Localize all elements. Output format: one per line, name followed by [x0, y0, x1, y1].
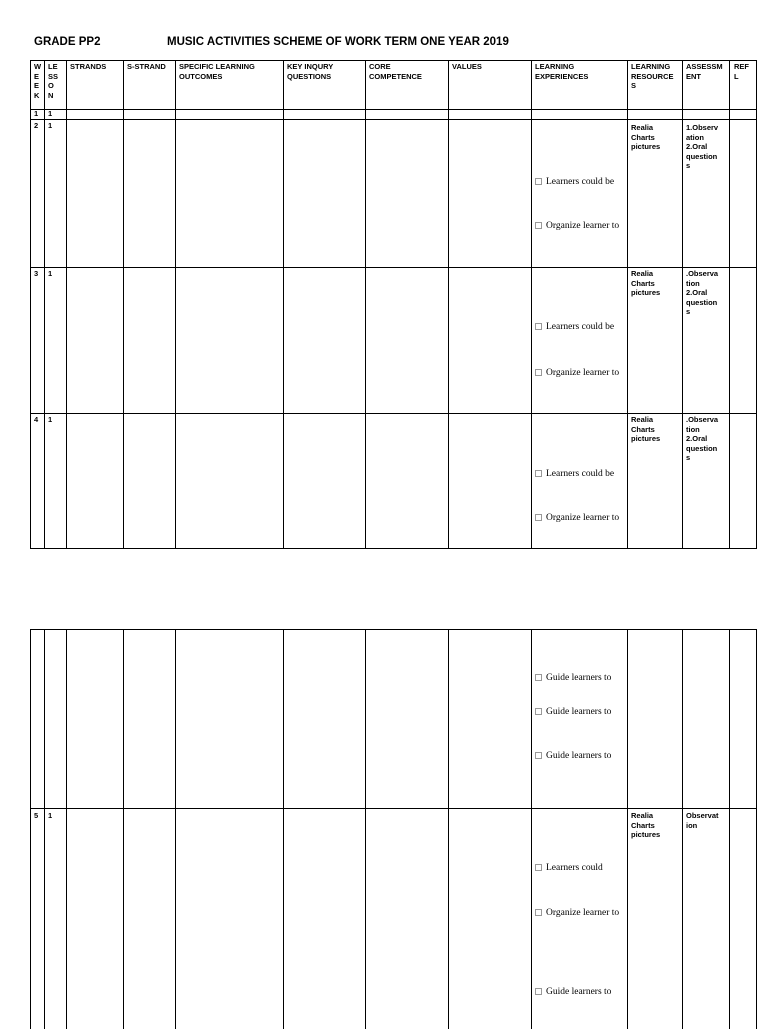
- learning-experience: Learners could be: [535, 322, 614, 332]
- learning-resources: Realia Charts pictures: [631, 269, 661, 298]
- col-assessment: ASSESSM ENT: [686, 62, 723, 81]
- learning-resources: Realia Charts pictures: [631, 415, 661, 444]
- assessment-method: Observat ion: [686, 811, 719, 830]
- col-strands: STRANDS: [70, 62, 107, 71]
- col-specific-outcomes: SPECIFIC LEARNING OUTCOMES: [179, 62, 255, 81]
- col-sub-strand: S-STRAND: [127, 62, 166, 71]
- checkbox-icon: [535, 909, 542, 916]
- learning-experience: Learners could: [535, 863, 603, 873]
- learning-experience: Guide learners to: [535, 751, 611, 761]
- learning-resources: Realia Charts pictures: [631, 811, 661, 840]
- week-number: 5: [34, 811, 39, 820]
- week-number: 3: [34, 269, 39, 278]
- document-title: MUSIC ACTIVITIES SCHEME OF WORK TERM ONE YEAR 2019: [167, 36, 509, 48]
- checkbox-icon: [535, 752, 542, 759]
- checkbox-icon: [535, 178, 542, 185]
- col-lesson: LE SS O N: [48, 62, 59, 100]
- lesson-number: 1: [48, 415, 53, 424]
- assessment-method: 1.Observ ation 2.Oral question s: [686, 123, 719, 171]
- lesson-number: 1: [48, 269, 53, 278]
- checkbox-icon: [535, 988, 542, 995]
- learning-experience: Organize learner to: [535, 908, 619, 918]
- col-values: VALUES: [452, 62, 482, 71]
- checkbox-icon: [535, 323, 542, 330]
- week-number: 1: [34, 109, 39, 118]
- lesson-number: 1: [48, 811, 53, 820]
- grade-label: GRADE PP2: [34, 36, 101, 48]
- checkbox-icon: [535, 864, 542, 871]
- col-week: W E E K: [34, 62, 42, 100]
- col-learning-resources: LEARNING RESOURCE S: [631, 62, 674, 91]
- learning-experience: Learners could be: [535, 469, 614, 479]
- col-learning-experiences: LEARNING EXPERIENCES: [535, 62, 589, 81]
- learning-experience: Guide learners to: [535, 707, 611, 717]
- week-number: 4: [34, 415, 39, 424]
- col-key-inquiry-questions: KEY INQURY QUESTIONS: [287, 62, 334, 81]
- assessment-method: .Observa tion 2.Oral question s: [686, 415, 719, 463]
- learning-resources: Realia Charts pictures: [631, 123, 661, 152]
- week-number: 2: [34, 121, 39, 130]
- col-reflection: REF L: [734, 62, 749, 81]
- learning-experience: Organize learner to: [535, 368, 619, 378]
- learning-experience: Organize learner to: [535, 221, 619, 231]
- learning-experience: Learners could be: [535, 177, 614, 187]
- col-core-competence: CORE COMPETENCE: [369, 62, 422, 81]
- lesson-number: 1: [48, 121, 53, 130]
- learning-experience: Guide learners to: [535, 987, 611, 997]
- checkbox-icon: [535, 470, 542, 477]
- checkbox-icon: [535, 674, 542, 681]
- checkbox-icon: [535, 222, 542, 229]
- lesson-number: 1: [48, 109, 53, 118]
- learning-experience: Guide learners to: [535, 673, 611, 683]
- checkbox-icon: [535, 369, 542, 376]
- learning-experience: Organize learner to: [535, 513, 619, 523]
- checkbox-icon: [535, 514, 542, 521]
- checkbox-icon: [535, 708, 542, 715]
- assessment-method: .Observa tion 2.Oral question s: [686, 269, 719, 317]
